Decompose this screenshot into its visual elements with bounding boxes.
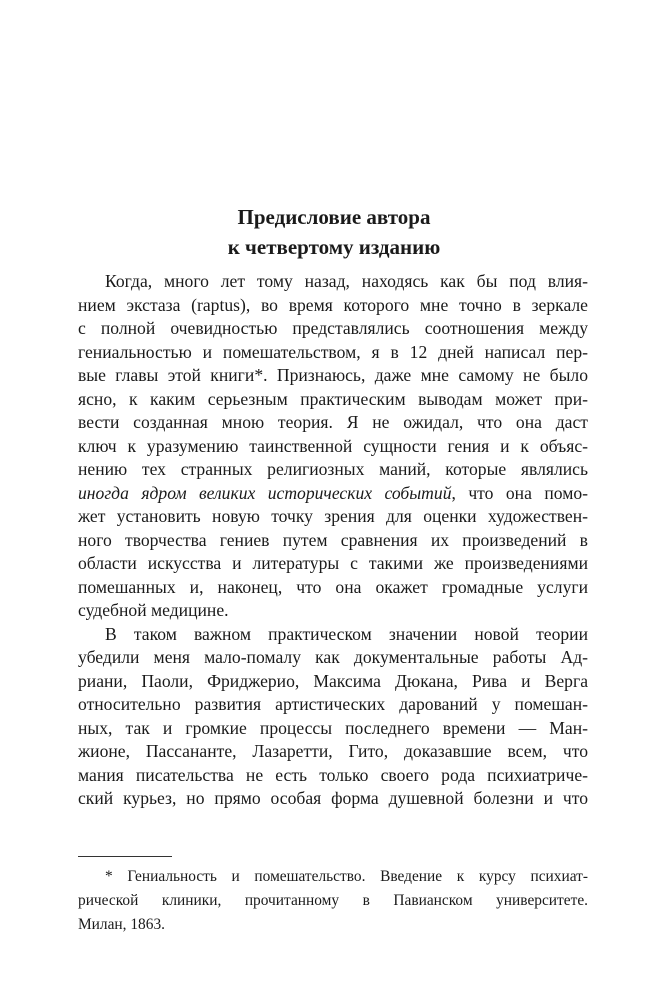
text-line: относительно развития артистических дарований у помешан- — [78, 694, 588, 714]
text-line: ский курьез, но прямо особая форма душевной болезни и что — [78, 788, 588, 808]
text-line: Когда, много лет тому назад, находясь как бы под влия- — [105, 271, 588, 291]
footnote-divider — [78, 856, 172, 857]
text-line: жионе, Пассананте, Лазаретти, Гито, доказавшие всем, что — [78, 741, 588, 761]
text-line: ного творчества гениев путем сравнения их произведений в — [78, 529, 588, 550]
text-line: помешанных и, наконец, что она окажет громадные услуги — [78, 576, 588, 597]
text-line: области искусства и литературы с такими же произведениями — [78, 553, 588, 573]
chapter-title-line-1: Предисловие автора — [237, 205, 431, 229]
italic-phrase: иногда ядром великих исторических событий — [78, 482, 452, 503]
text-line: убедили меня мало-помалу как документальные работы Ад- — [78, 647, 588, 667]
text-line: В таком важном практическом значении новой теории — [105, 623, 588, 644]
main-text — [78, 270, 588, 811]
text-line: нению тех странных религиозных маний, которые являлись — [78, 459, 588, 479]
footnote-line: Милан, 1863. — [78, 916, 165, 933]
chapter-title-line-2: к четвертому изданию — [227, 235, 441, 259]
text-line: ных, так и громкие процессы последнего времени — Ман- — [78, 717, 588, 738]
text-fragment: , что она помо- — [451, 482, 588, 503]
text-line: гениальностью и помешательством, я в 12 дней написал пер- — [78, 341, 588, 362]
text-line: риани, Паоли, Фриджерио, Максима Дюкана, Рива и Верга — [78, 670, 588, 691]
text-line: судебной медицине. — [78, 600, 229, 620]
text-line: нием экстаза (raptus), во время которого мне точно в зеркале — [78, 294, 588, 315]
text-line: вые главы этой книги*. Признаюсь, даже мне самому не было — [78, 365, 588, 385]
footnote-line: * Гениальность и помешательство. Введение к курсу психиат- — [105, 868, 588, 885]
text-line: ключ к уразумению таинственной сущности гения и к объяс- — [78, 435, 588, 456]
text-line: ясно, к каким серьезным практическим выводам может при- — [78, 388, 588, 409]
text-line-with-italic — [78, 482, 588, 506]
text-line: мания писательства не есть только своего рода психиатриче- — [78, 764, 588, 785]
footnote-line: рической клиники, прочитанному в Павианском университете. — [78, 892, 588, 909]
text-line: с полной очевидностью представлялись соотношения между — [78, 318, 588, 338]
footnote — [78, 865, 588, 937]
text-line: вести созданная мною теория. Я не ожидал, что она даст — [78, 412, 588, 432]
text-line: жет установить новую точку зрения для оценки художествен- — [78, 506, 588, 526]
